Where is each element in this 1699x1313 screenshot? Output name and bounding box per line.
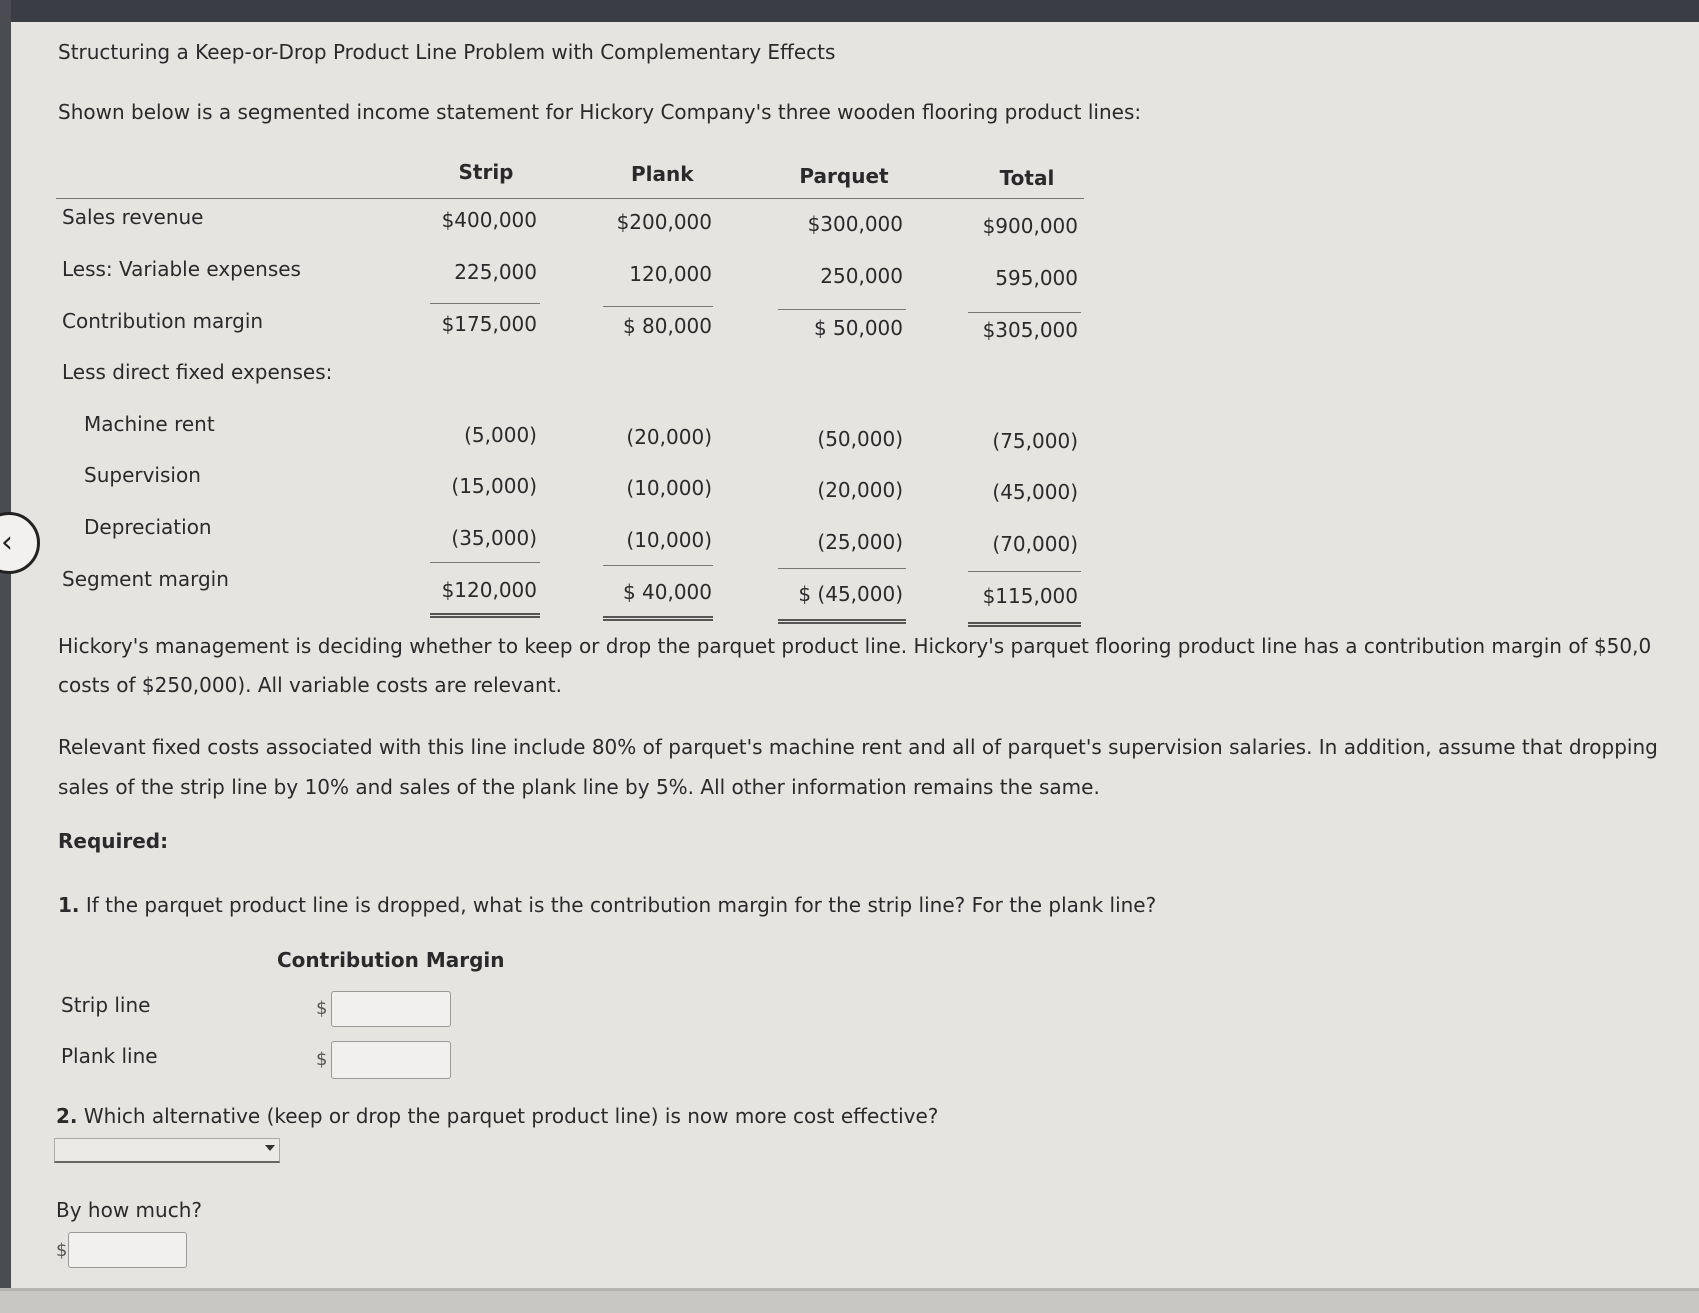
cell-segment-margin-strip: $120,000	[441, 578, 537, 602]
by-how-much-label: By how much?	[56, 1198, 202, 1222]
cell-machine-rent-parquet: (50,000)	[817, 427, 903, 451]
paragraph-2-line-1: Relevant fixed costs associated with this line include 80% of parquet's machine rent and all of parquet's supervision salaries. In addition, assume that dropping	[58, 735, 1658, 759]
difference-input[interactable]	[68, 1232, 187, 1268]
chevron-left-icon: ‹	[1, 525, 13, 560]
cell-segment-margin-total: $115,000	[982, 584, 1078, 608]
question-1-number: 1.	[58, 893, 80, 917]
row-label-sales-revenue: Sales revenue	[62, 205, 204, 229]
plank-dollar-sign: $	[316, 1049, 328, 1070]
cell-contribution-margin-total: $305,000	[982, 318, 1078, 342]
row-label-segment-margin: Segment margin	[62, 567, 229, 591]
question-2	[56, 1104, 938, 1128]
cell-supervision-parquet: (20,000)	[817, 478, 903, 502]
subtotal-rule	[968, 312, 1081, 313]
cell-depreciation-total: (70,000)	[992, 532, 1078, 556]
cell-supervision-strip: (15,000)	[451, 474, 537, 498]
subtotal-rule	[968, 571, 1081, 572]
cell-variable-expenses-total: 595,000	[995, 266, 1078, 290]
alternative-dropdown[interactable]	[54, 1138, 280, 1163]
cell-contribution-margin-plank: $ 80,000	[622, 314, 712, 338]
back-button[interactable]	[0, 512, 40, 574]
row-label-depreciation: Depreciation	[84, 515, 212, 539]
required-heading: Required:	[58, 829, 169, 853]
total-double-rule	[603, 616, 713, 621]
cell-variable-expenses-plank: 120,000	[629, 262, 712, 286]
cell-sales-revenue-parquet: $300,000	[807, 212, 903, 236]
cell-machine-rent-total: (75,000)	[992, 429, 1078, 453]
col-header-strip: Strip	[458, 160, 514, 184]
total-double-rule	[778, 619, 906, 624]
paragraph-1-line-1: Hickory's management is deciding whether to keep or drop the parquet product line. Hickory's parquet flooring product line has a contribution margin of $50,0	[58, 634, 1652, 658]
cell-machine-rent-strip: (5,000)	[464, 423, 537, 447]
subtotal-rule	[430, 562, 540, 563]
cell-depreciation-parquet: (25,000)	[817, 530, 903, 554]
question-1	[58, 893, 1156, 917]
col-header-parquet: Parquet	[799, 164, 889, 188]
subtotal-rule	[603, 565, 713, 566]
cell-depreciation-strip: (35,000)	[451, 526, 537, 550]
amount-dollar-sign: $	[56, 1240, 68, 1261]
cell-supervision-total: (45,000)	[992, 480, 1078, 504]
subtotal-rule	[778, 309, 906, 310]
cell-depreciation-plank: (10,000)	[626, 528, 712, 552]
cell-segment-margin-parquet: $ (45,000)	[798, 582, 903, 606]
question-2-number: 2.	[56, 1104, 78, 1128]
window-edge	[0, 0, 11, 1313]
intro-text: Shown below is a segmented income statement for Hickory Company's three wooden flooring product lines:	[58, 100, 1142, 124]
browser-top-bar	[0, 0, 1699, 22]
cell-variable-expenses-parquet: 250,000	[820, 264, 903, 288]
col-header-total: Total	[999, 166, 1055, 190]
cell-sales-revenue-plank: $200,000	[616, 210, 712, 234]
cell-contribution-margin-parquet: $ 50,000	[813, 316, 903, 340]
page-title: Structuring a Keep-or-Drop Product Line Problem with Complementary Effects	[58, 40, 836, 64]
row-label-variable-expenses: Less: Variable expenses	[62, 257, 301, 281]
cell-sales-revenue-total: $900,000	[982, 214, 1078, 238]
total-double-rule	[430, 613, 540, 618]
strip-cm-input[interactable]	[331, 991, 451, 1027]
row-label-contribution-margin: Contribution margin	[62, 309, 264, 333]
subtotal-rule	[603, 306, 713, 307]
subtotal-rule	[430, 303, 540, 304]
subtotal-rule	[778, 568, 906, 569]
row-label-machine-rent: Machine rent	[84, 412, 215, 436]
strip-line-label: Strip line	[61, 993, 151, 1017]
question-1-text: If the parquet product line is dropped, what is the contribution margin for the strip line? For the plank line?	[85, 893, 1157, 917]
paragraph-2-line-2: sales of the strip line by 10% and sales of the plank line by 5%. All other information remains the same.	[58, 775, 1100, 799]
plank-line-label: Plank line	[61, 1044, 158, 1068]
paragraph-1-line-2: costs of $250,000). All variable costs are relevant.	[58, 673, 562, 697]
caret-down-icon	[265, 1145, 275, 1151]
col-header-plank: Plank	[631, 162, 694, 186]
cell-segment-margin-plank: $ 40,000	[622, 580, 712, 604]
row-label-less-direct-fixed: Less direct fixed expenses:	[62, 360, 333, 384]
bottom-bar	[0, 1288, 1699, 1313]
cell-contribution-margin-strip: $175,000	[441, 312, 537, 336]
row-label-supervision: Supervision	[84, 463, 201, 487]
total-double-rule	[968, 622, 1081, 627]
cell-variable-expenses-strip: 225,000	[454, 260, 537, 284]
cell-machine-rent-plank: (20,000)	[626, 425, 712, 449]
strip-dollar-sign: $	[316, 998, 328, 1019]
question-2-text: Which alternative (keep or drop the parquet product line) is now more cost effective?	[83, 1104, 939, 1128]
cm-column-header: Contribution Margin	[277, 948, 505, 972]
cell-sales-revenue-strip: $400,000	[441, 208, 537, 232]
header-rule	[56, 198, 1084, 199]
cell-supervision-plank: (10,000)	[626, 476, 712, 500]
plank-cm-input[interactable]	[331, 1041, 451, 1079]
